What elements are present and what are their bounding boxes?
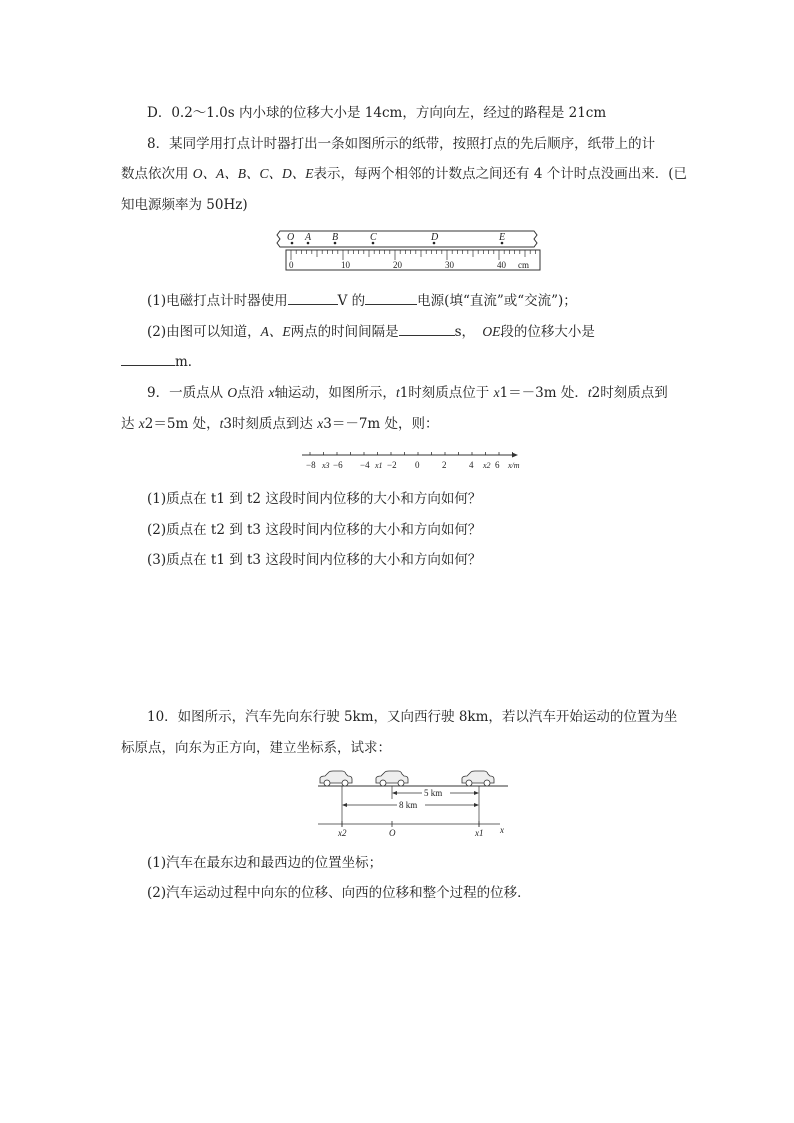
number-line-figure [298, 448, 533, 474]
paper-tape-figure [272, 226, 544, 274]
q9-sub-1: (1)质点在 t1 到 t2 这段时间内位移的大小和方向如何？ [147, 491, 482, 507]
q8-line-1: 8．某同学用打点计时器打出一条如图所示的纸带，按照打点的先后顺序，纸带上的计 [147, 136, 656, 152]
axis-unit: x/m [508, 461, 520, 470]
axis-num-m8: −8 [306, 460, 316, 470]
tape-label-o: O [287, 232, 295, 243]
tape-label-c: C [370, 232, 377, 243]
q8-sub-1: (1)电磁打点计时器使用 V 的 电源(填“直流”或“交流”)； [147, 290, 577, 311]
q8-line-3: 知电源频率为 50Hz) [121, 197, 248, 213]
axis-num-m6: −6 [333, 460, 343, 470]
axis-num-6: 6 [495, 460, 500, 470]
car-icon-middle [376, 771, 408, 786]
q8-sub-2-cont: m． [121, 351, 201, 372]
axis-num-m2: −2 [387, 460, 397, 470]
blank-time-interval[interactable] [399, 321, 455, 336]
q10-sub-1: (1)汽车在最东边和最西边的位置坐标； [147, 855, 383, 871]
q8-point-letters: O、A、B、C、D、E [192, 166, 314, 181]
axis-label-x: x [500, 825, 504, 835]
distance-label-5km: 5 km [424, 788, 443, 798]
q9-line-2: 达 x2＝5m 处，t3时刻质点到达 x3＝－7m 处，则： [121, 416, 439, 432]
number-line-arrow [512, 453, 518, 458]
car-displacement-figure [314, 767, 510, 839]
car-icon-start [462, 771, 494, 786]
q8-sub-2: (2)由图可以知道，A、E两点的时间间隔是 s， OE段的位移大小是 [147, 321, 595, 342]
ruler-tick-10: 10 [341, 260, 350, 270]
q7-option-d: D．0.2～1.0s 内小球的位移大小是 14cm，方向向左，经过的路程是 21cm [147, 105, 607, 121]
axis-num-2: 2 [442, 460, 447, 470]
tape-label-e: E [499, 232, 506, 243]
axis-label-x1: x1 [475, 828, 484, 838]
blank-voltage[interactable] [288, 290, 338, 305]
ruler-tick-20: 20 [393, 260, 402, 270]
axis-mark-x2: x2 [483, 461, 491, 470]
tape-label-b: B [332, 232, 339, 243]
blank-current-type[interactable] [365, 290, 417, 305]
axis-num-4: 4 [469, 460, 474, 470]
q9-sub-2: (2)质点在 t2 到 t3 这段时间内位移的大小和方向如何？ [147, 522, 482, 538]
q10-line-2: 标原点，向东为正方向，建立坐标系，试求： [121, 740, 391, 756]
ruler-unit: cm [518, 260, 529, 270]
axis-mark-x1: x1 [375, 461, 383, 470]
q9-line-1: 9．一质点从 O点沿 x轴运动，如图所示，t1时刻质点位于 x1＝－3m 处．t2时刻质点到 [147, 385, 668, 401]
ruler-tick-0: 0 [289, 260, 294, 270]
blank-displacement[interactable] [121, 351, 175, 366]
distance-label-8km: 8 km [399, 800, 418, 810]
car-icon-west [320, 771, 352, 786]
axis-num-m4: −4 [360, 460, 370, 470]
q10-sub-2: (2)汽车运动过程中向东的位移、向西的位移和整个过程的位移． [147, 885, 531, 901]
tape-label-d: D [431, 232, 439, 243]
ruler-tick-40: 40 [497, 260, 506, 270]
ruler-tick-30: 30 [445, 260, 454, 270]
tape-label-a: A [305, 232, 312, 243]
q9-sub-3: (3)质点在 t1 到 t3 这段时间内位移的大小和方向如何？ [147, 552, 482, 568]
axis-label-origin: O [389, 828, 396, 838]
axis-mark-x3: x3 [322, 461, 330, 470]
q10-line-1: 10．如图所示，汽车先向东行驶 5km，又向西行驶 8km，若以汽车开始运动的位置为坐 [147, 709, 678, 725]
axis-num-0: 0 [415, 460, 420, 470]
axis-label-x2: x2 [338, 828, 347, 838]
q8-line-2: 数点依次用 O、A、B、C、D、E表示，每两个相邻的计数点之间还有 4 个计时点没画出来．(已 [121, 166, 687, 182]
